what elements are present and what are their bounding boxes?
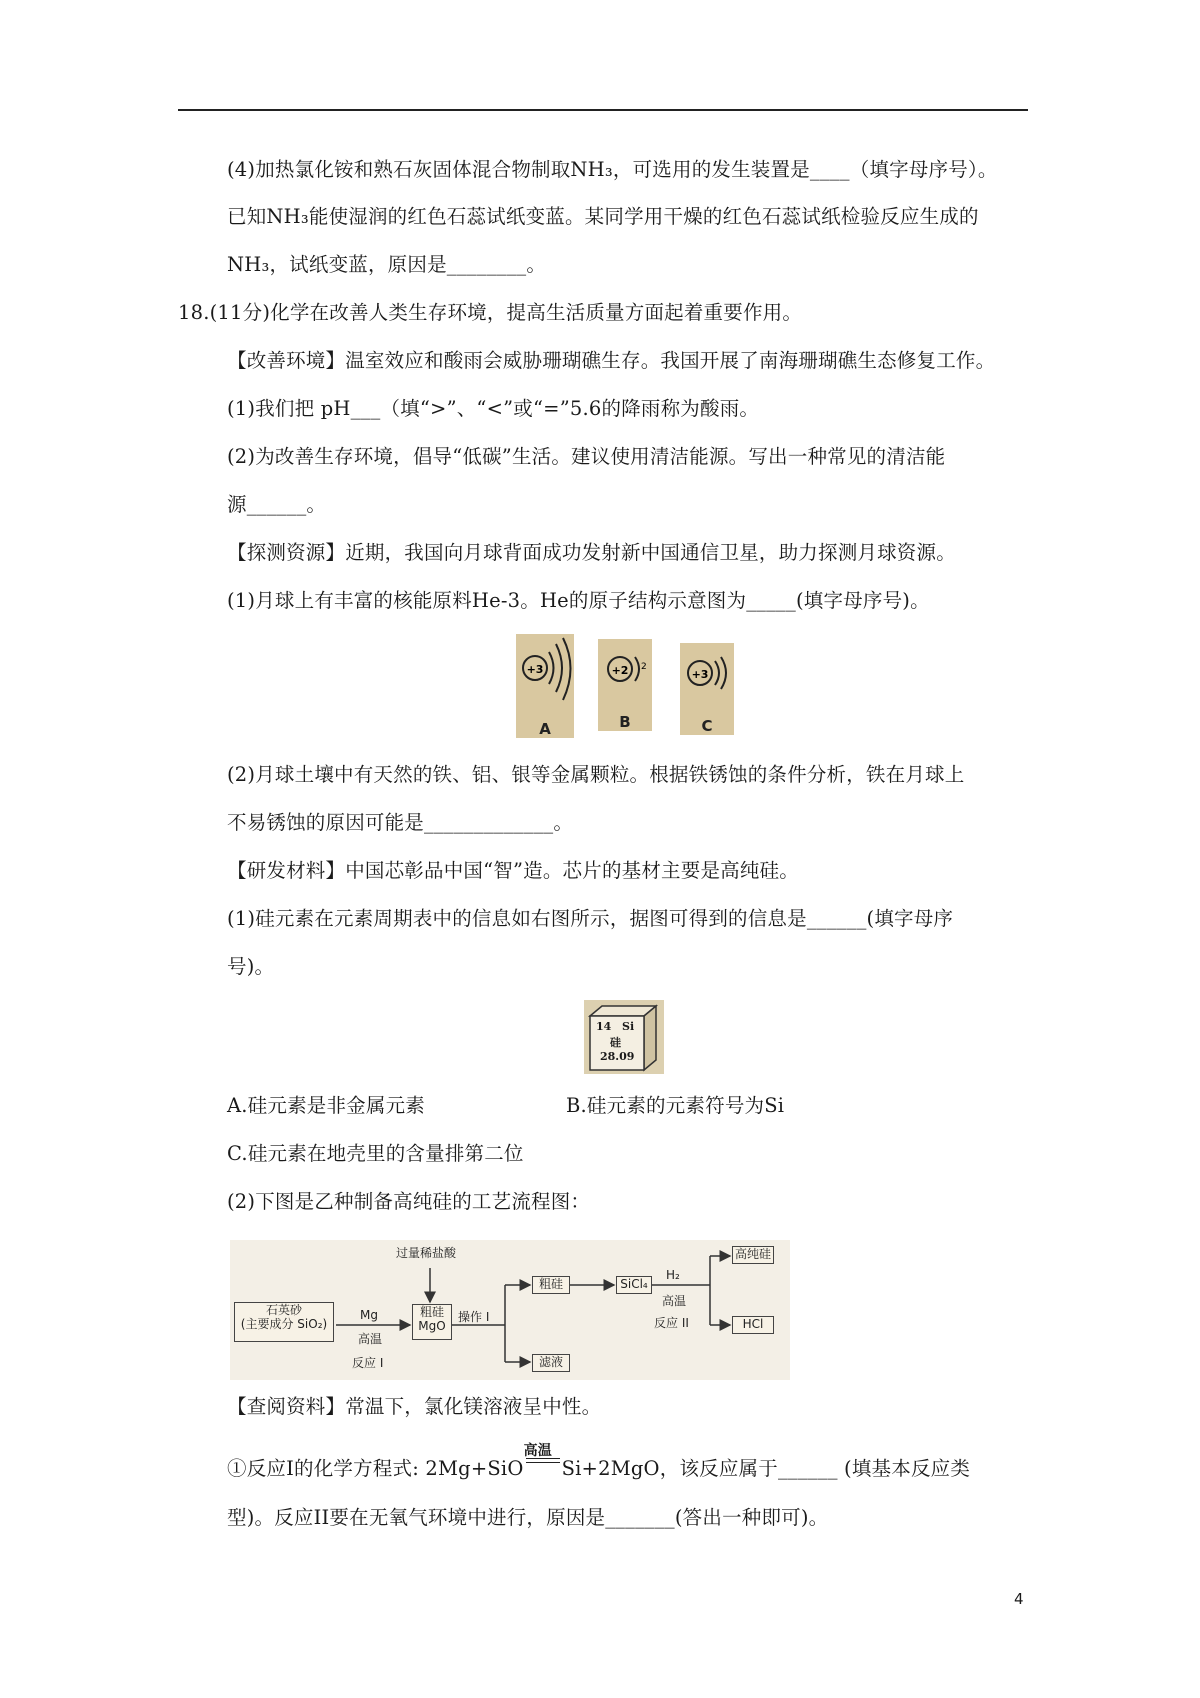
atom-b-label: B [619,713,631,731]
header-rule [178,109,1028,111]
option-a: A.硅元素是非金属元素 [227,1094,425,1117]
question-title: 18.(11分)化学在改善人类生存环境，提高生活质量方面起着重要作用。 [178,301,803,324]
text-line: 号)。 [227,955,275,978]
svg-text:2: 2 [641,662,647,672]
text-line: 源______。 [227,493,327,516]
section-heading: 【查阅资料】常温下，氯化镁溶液呈中性。 [227,1395,602,1418]
atom-c-nucleus: +3 [691,668,709,681]
atom-diagram-b [598,639,652,731]
text-line: 已知NH₃能使湿润的红色石蕊试纸变蓝。某同学用干燥的红色石蕊试纸检验反应生成的 [227,205,979,228]
text-line: (4)加热氯化铵和熟石灰固体混合物制取NH₃，可选用的发生装置是____（填字母序号）。 [227,158,998,181]
section-heading: 【探测资源】近期，我国向月球背面成功发射新中国通信卫星，助力探测月球资源。 [227,541,956,564]
equation-suffix: Si+2MgO，该反应属于______ (填基本反应类 [561,1457,971,1480]
flow-crude: 粗硅 [419,1305,444,1319]
text-line: (1)硅元素在元素周期表中的信息如右图所示，据图可得到的信息是______(填字母序 [227,907,954,930]
flow-h2: H₂ [666,1268,680,1282]
flow-crude2: MgO [418,1319,446,1333]
flow-rxn1: 反应 I [352,1356,384,1370]
flow-sicl4: SiCl₄ [616,1276,652,1294]
equation-equals-sign [526,1458,560,1463]
atom-a-drawing [516,634,574,718]
atom-b-drawing [598,639,652,711]
flow-reactant1: Mg [360,1308,378,1322]
atom-diagram-c [680,643,734,735]
flow-cond1: 高温 [358,1332,383,1346]
text-line: (1)月球上有丰富的核能原料He-3。He的原子结构示意图为_____(填字母序号)。 [227,589,930,612]
process-flow-diagram [230,1240,790,1380]
element-tile-si [584,1000,664,1074]
flow-reagent: 过量稀盐酸 [396,1246,457,1260]
section-heading: 【改善环境】温室效应和酸雨会威胁珊瑚礁生存。我国开展了南海珊瑚礁生态修复工作。 [227,349,996,372]
flow-raw: 石英砂 [265,1303,302,1317]
flow-cond2: 高温 [662,1294,687,1308]
page-number: 4 [1014,1590,1024,1608]
atom-a-label: A [539,720,551,738]
text-line: (2)下图是乙种制备高纯硅的工艺流程图： [227,1190,591,1213]
flow-residue: 滤液 [532,1354,570,1372]
text-line: (1)我们把 pH___（填“>”、“<”或“=”5.6的降雨称为酸雨。 [227,397,760,420]
equation-condition-text: 高温 [523,1443,552,1459]
flow-product: 高纯硅 [732,1246,774,1264]
flow-raw-note: (主要成分 SiO₂) [240,1317,328,1331]
element-number: 14 [596,1020,612,1033]
equation-line [227,1443,971,1482]
equation-condition [523,1443,562,1482]
option-b: B.硅元素的元素符号为Si [566,1094,785,1117]
text-line: 不易锈蚀的原因可能是_____________。 [227,811,574,834]
flow-hcl: HCl [732,1316,774,1334]
option-c: C.硅元素在地壳里的含量排第二位 [227,1142,524,1165]
section-heading: 【研发材料】中国芯彰品中国“智”造。芯片的基材主要是高纯硅。 [227,859,799,882]
text-line: 型)。反应II要在无氧气环境中进行，原因是_______(答出一种即可)。 [227,1506,829,1529]
element-name: 硅 [610,1036,621,1049]
equation-prefix: ①反应I的化学方程式: 2Mg+SiO [227,1457,524,1480]
atom-b-nucleus: +2 [611,664,629,677]
flow-raw-box [234,1302,334,1342]
element-symbol: Si [622,1020,635,1033]
text-line: (2)月球土壤中有天然的铁、铝、银等金属颗粒。根据铁锈蚀的条件分析，铁在月球上 [227,763,965,786]
atom-c-drawing [680,643,734,715]
atom-c-label: C [701,717,713,735]
flow-op1: 操作 I [458,1310,490,1324]
flow-pure-crude: 粗硅 [532,1276,570,1294]
atom-diagram-a [516,634,574,738]
flow-rxn2: 反应 II [654,1316,689,1330]
text-line: NH₃，试纸变蓝，原因是________。 [227,253,547,276]
flow-crude-box [412,1304,452,1340]
element-mass: 28.09 [600,1050,635,1063]
text-line: (2)为改善生存环境，倡导“低碳”生活。建议使用清洁能源。写出一种常见的清洁能 [227,445,946,468]
atom-a-nucleus: +3 [526,663,544,676]
